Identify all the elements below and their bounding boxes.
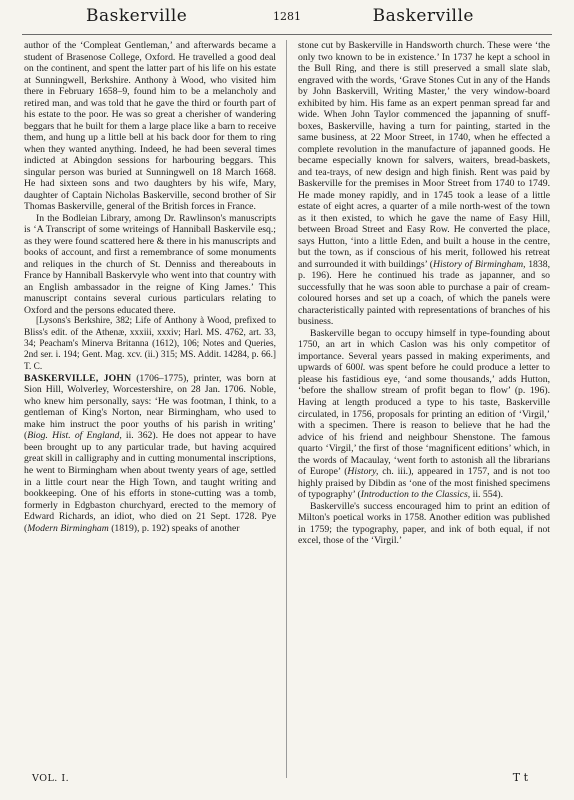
- paragraph-bodleian: In the Bodleian Library, among Dr. Rawlinson's manuscripts is ‘A Transcript of some writeings of Hanniball Baskervile esq.; as they were found scattered here & there in his manuscripts and books of account, and first a remembrance of some monuments and reliques in the church of St. Denniss and thereabouts in France by Hanniball Baskervyle who went into that country with an English ambassador in the reigne of King James.’ This manuscript contains several curious particulars relating to Oxford and the persons educated there.: [24, 212, 276, 316]
- text-run: 1838, p. 196). Here he continued his trade as japanner, and so successfully that he was soon able to purchase a pair of cream-coloured horses and set up a coach, of which the panels were characteristically painted with representations of branches of his business.: [298, 258, 550, 328]
- paragraph-japanning: [298, 40, 550, 328]
- running-title-left: Baskerville: [86, 6, 188, 26]
- header-rule: [22, 34, 552, 35]
- citation-history-birmingham: History of Birmingham,: [432, 258, 526, 270]
- entry-baskerville-john: [24, 373, 276, 534]
- text-run: stone cut by Baskerville in Handsworth church. These were ‘the only two known to be in existence.’ In 1737 he kept a school in the Bull Ring, and there is still preserved a small slate slab, engraved with the words, ‘Grave Stones Cut in any of the Hands by John Baskervill, Writing Master,’ the very window-board exhibited by him. His fame as an expert penman spread far and wide. When John Taylor commenced the japanning of snuff-boxes, Baskerville, having a turn for painting, started in the same business, at 22 Moor Street, in 1740, when he effected a complete revolution in the manufacture of japanned goods. He became especially known for salvers, waiters, bread-baskets, and tea-trays, of new design and high finish. Rent was paid by Baskerville for the premises in Moor Street from 1740 to 1749. He made money rapidly, and in 1745 took a lease of a little estate of eight acres, a quarter of a mile north-west of the town as it then existed, to which he gave the name of Easy Hill, between Broad Street and Easy Row. He converted the place, says Hutton, ‘into a little Eden, and built a house in the centre, but the town, as if conscious of his merit, followed his retreat and surrounded it with buildings’ (: [298, 40, 550, 270]
- running-title-right: Baskerville: [372, 6, 474, 26]
- text-run: was spent before he could produce a letter to please his fastidious eye, ‘and some thousands,’ adds Hutton, ‘before the shallow stream of profit began to flow’ (p. 196). Having at length produced a type to his taste, Baskerville circulated, in 1756, proposals for printing an edition of ‘Virgil,’ with a specimen. There is reason to believe that he had the advice of his friend and neighbour Shenstone. The famous quarto ‘Virgil,’ the first of those ‘magnificent editions’ which, in the words of Macaulay, ‘went forth to astonish all the librarians of Europe’ (: [298, 362, 550, 478]
- running-head: [22, 6, 552, 32]
- volume-label: VOL. I.: [32, 773, 70, 784]
- sources-note: [Lysons's Berkshire, 382; Life of Anthony à Wood, prefixed to Bliss's edit. of the Athenæ, xxxiii, xxxiv; Harl. MS. 4762, art. 33, 34; Peacham's Minerva Britanna (1612), 106; Notes and Queries, 2nd ser. i. 194; Gent. Mag. xcv. (ii.) 315; MS. Addit. 14284, p. 66.] T. C.: [24, 316, 276, 372]
- paragraph-type-founding: [298, 328, 550, 501]
- text-run: ii. 554).: [470, 489, 504, 501]
- entry-text-b: ii. 362). He does not appear to have been brought up to any particular trade, but having acquired great skill in calligraphy and in cutting monumental inscriptions, he went to Birmingham when about twenty years of age, settled in a little court near the High Town, and taught writing and bookkeeping. One of his efforts in stone-cutting was a tomb, formerly in Edgbaston churchyard, erected to the memory of Edward Richards, an idiot, who died on 21 Sept. 1728. Pye (: [24, 430, 276, 534]
- text-run: Baskerville began to occupy himself in type-founding about 1750, an art in which Caslon was his only competitor of importance. Several years passed in making experiments, and upwards of 600: [298, 327, 550, 374]
- paragraph-milton: Baskerville's success encouraged him to print an edition of Milton's poetical works in 1758. Another edition was published in 1759; the typography, paper, and ink of both equal, if not excel, those of the ‘Virgil.’: [298, 500, 550, 547]
- entry-text-a: printer, was born at Sion Hill, Wolverley, Worcestershire, on 28 Jan. 1706. Noble, who knew him personally, says: ‘He was footman, I think, to a gentleman of King's Norton, near Birmingham, who used to make him instruct the poor youths of his parish in writing’ (: [24, 372, 277, 442]
- citation-modern-birmingham: Modern Birmingham: [27, 522, 109, 534]
- entry-headword: BASKERVILLE, JOHN: [24, 372, 132, 384]
- pounds-symbol: l.: [360, 362, 366, 374]
- column-divider: [286, 40, 287, 778]
- left-column: [24, 40, 276, 534]
- right-column: [298, 40, 550, 547]
- text-run: ch. iii.), appeared in 1757, and is not too highly praised by Dibdin as ‘one of the most finished specimens of typography’ (: [298, 466, 550, 501]
- entry-text-c: (1819), p. 192) speaks of another: [108, 522, 240, 534]
- entry-dates: (1706–1775),: [131, 372, 189, 384]
- signature-mark: T t: [512, 771, 528, 784]
- page-footer: [22, 773, 552, 787]
- page-number: 1281: [273, 10, 301, 23]
- citation-introduction-classics: Introduction to the Classics,: [360, 489, 471, 501]
- paragraph-continued: author of the ‘Compleat Gentleman,’ and afterwards became a student of Brasenose College, Oxford. He travelled a good deal on the continent, and spent the latter part of his life on his estate at Sunningwell, Berkshire. Anthony à Wood, who visited him there in February 1658–9, found him to be a melancholy and retired man, and was told that he gave the third or fourth part of his estate to the poor. He was so great a cherisher of wandering beggars that he built for them a large place like a barn to receive them, and hung up a little bell at his back door for them to ring when they wanted anything. Indeed, he had been several times indicted at Abingdon sessions for harbouring beggars. This singular person was buried at Sunningwell on 18 March 1668. He had sixteen sons and two daughters by his wife, Mary, daughter of Captain Nicholas Baskerville, second brother of Sir Thomas Baskerville, general of the British forces in France.: [24, 40, 276, 213]
- citation-biog-hist: Biog. Hist. of England,: [27, 430, 122, 442]
- citation-history: History,: [347, 466, 379, 478]
